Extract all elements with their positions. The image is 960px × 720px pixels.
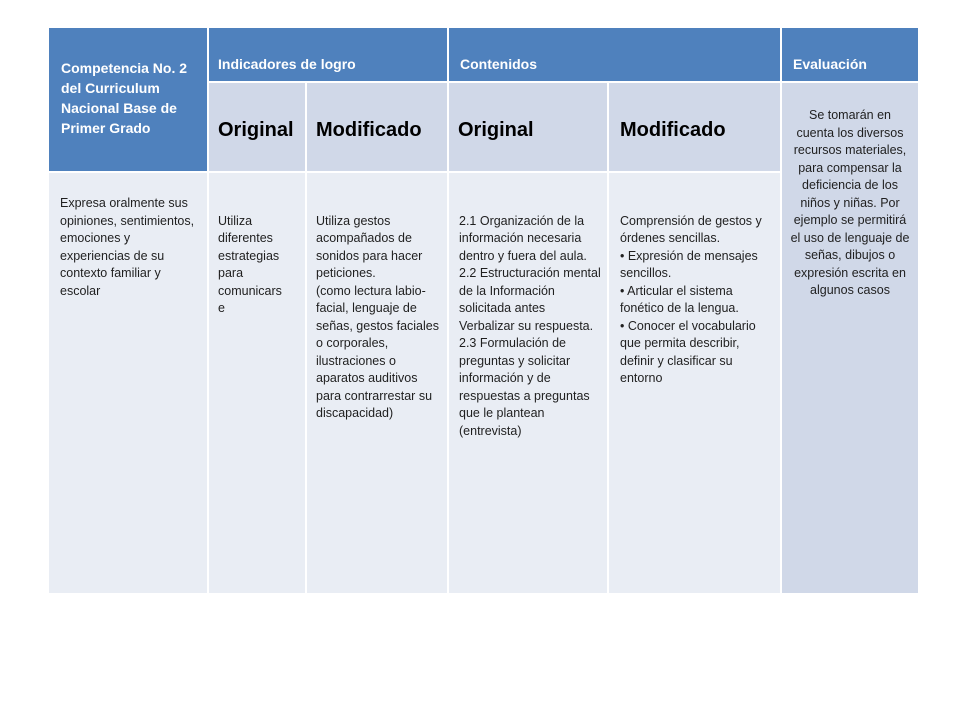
header-indicadores <box>209 28 447 81</box>
subheader-contenidos-modificado <box>609 83 780 171</box>
header-evaluacion-text: Evaluación <box>793 56 867 72</box>
body-indicadores-modificado <box>307 173 447 593</box>
subheader-indicadores-original <box>209 83 305 171</box>
header-evaluacion <box>782 28 918 81</box>
evaluacion-text: Se tomarán en cuenta los diversos recursos materiales, para compensar la deficiencia de los niños y niñas. Por ejemplo se permitirá el uso de lenguaje de señas, dibujos o expresión escrita en algunos casos <box>790 108 910 297</box>
body-contenidos-original <box>449 173 607 593</box>
header-indicadores-text: Indicadores de logro <box>218 56 356 72</box>
subheader-indicadores-modificado <box>307 83 447 171</box>
body-contenidos-original-text: 2.1 Organización de la información necesaria dentro y fuera del aula. 2.2 Estructuración mental de la Información solicitada antes Verbalizar su respuesta. 2.3 Formulación de preguntas y solicitar información y de respuestas a preguntas que le plantean (entrevista) <box>459 213 601 438</box>
subheader-indicadores-original-text: Original <box>218 119 294 141</box>
body-indicadores-original <box>209 173 305 593</box>
body-competencia-text: Expresa oralmente sus opiniones, sentimientos, emociones y experiencias de su contexto familiar y escolar <box>60 196 195 298</box>
subheader-indicadores-modificado-text: Modificado <box>316 119 422 141</box>
body-contenidos-modificado-text: Comprensión de gestos y órdenes sencillas. • Expresión de mensajes sencillos. • Articular el sistema fonético de la lengua. • Conocer el vocabulario que permita describir, definir y clasificar su entorno <box>620 213 762 385</box>
header-competencia <box>49 28 207 171</box>
subheader-contenidos-original-text: Original <box>458 119 534 141</box>
body-contenidos-modificado <box>609 173 780 593</box>
header-competencia-text: Competencia No. 2 del Curriculum Nacional Base de Primer Grado <box>61 60 188 136</box>
body-indicadores-original-text: Utiliza diferentes estrategias para comunicars e <box>218 213 282 315</box>
subheader-contenidos-original <box>449 83 607 171</box>
subheader-contenidos-modificado-text: Modificado <box>620 119 726 141</box>
body-indicadores-modificado-text: Utiliza gestos acompañados de sonidos para hacer peticiones. (como lectura labio-facial, lenguaje de señas, gestos faciales o corporales, ilustraciones o aparatos auditivos para contrarrestar su discapacidad) <box>316 213 439 420</box>
body-competencia <box>49 173 207 593</box>
header-contenidos <box>449 28 780 81</box>
header-contenidos-text: Contenidos <box>460 56 537 72</box>
evaluacion-cell <box>782 83 918 593</box>
